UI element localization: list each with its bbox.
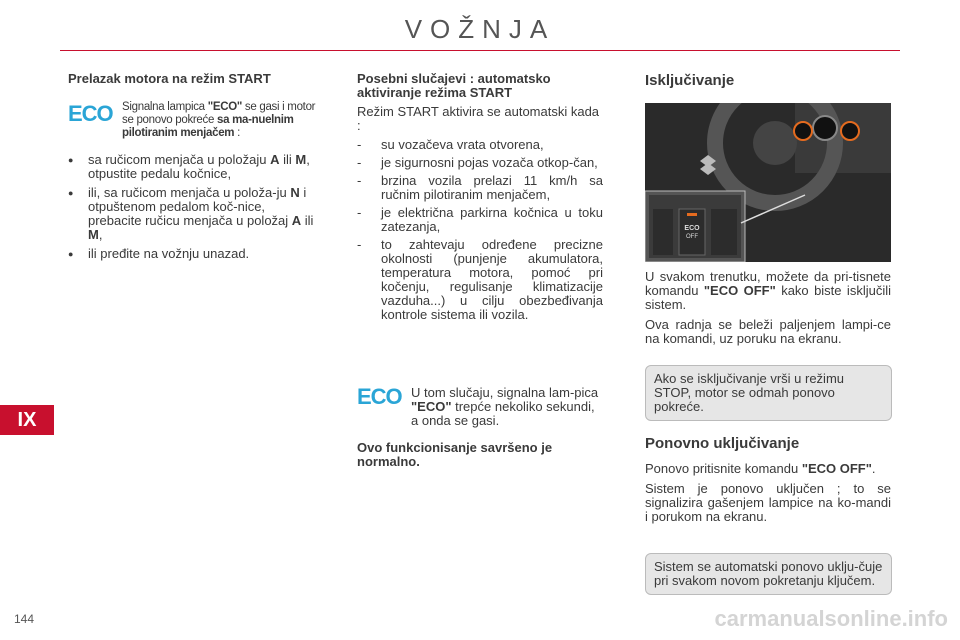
text-run-bold: "ECO"	[207, 101, 243, 113]
section-heading-on: Ponovno uključivanje	[645, 435, 800, 452]
watermark: carmanualsonline.info	[714, 606, 948, 631]
off-instructions	[645, 270, 891, 346]
text-run: i otpuštenom pedalom koč-nice, prebacite ručicu menjača u položaj	[88, 185, 307, 228]
eco-icon: ECO	[357, 384, 402, 409]
text-run-bold: sa ma-nuelnim pilotiranim menjačem	[122, 114, 294, 139]
bullet-list	[68, 153, 318, 261]
list-item: - su vozačeva vrata otvorena,	[357, 138, 603, 152]
auto-restart-note: Sistem se automatski ponovo uklju-čuje pri svakom novom pokretanju ključem.	[645, 553, 892, 595]
eco-icon: ECO	[68, 101, 113, 126]
text-run-bold: "ECO OFF"	[703, 283, 776, 298]
text-run: ili	[279, 152, 296, 167]
text-run: U svakom trenutku, možete da pri-tisnete komandu	[645, 269, 891, 298]
eco-blink-text	[411, 386, 603, 428]
normal-operation-note: Ovo funkcionisanje savršeno je normalno.	[357, 440, 553, 469]
paragraph	[645, 462, 891, 476]
list-item: ● ili pređite na vožnju unazad.	[68, 247, 318, 261]
section-heading-off: Isključivanje	[645, 72, 735, 89]
list-item: - brzina vozila prelazi 11 km/h sa ručnim pilotiranim menjačem,	[357, 174, 603, 202]
column-special-cases	[357, 72, 603, 326]
text-run: sa ručicom menjača u položaju	[88, 152, 271, 167]
text-run: ili, sa ručicom menjača u položa-ju	[88, 185, 291, 200]
text-run: .	[871, 461, 876, 476]
text-run: ili	[301, 213, 314, 228]
text-run-bold: "ECO"	[411, 399, 452, 414]
text-run-bold: A	[270, 152, 280, 167]
list-item	[68, 186, 318, 242]
dashboard-photo	[645, 103, 891, 262]
text-run: kako biste isključili sistem.	[645, 283, 891, 312]
paragraph: Sistem je ponovo uključen ; to se signalizira gašenjem lampice na ko-mandi i porukom na ekranu.	[645, 481, 891, 524]
on-instructions	[645, 462, 891, 524]
header-divider	[60, 50, 900, 51]
paragraph	[645, 270, 891, 312]
text-run: trepće nekoliko sekundi, a onda se gasi.	[411, 399, 595, 428]
text-run: Signalna lampica	[122, 101, 208, 113]
page-number: 144	[14, 612, 35, 626]
column-start-manual	[68, 72, 318, 266]
dash-list	[357, 138, 603, 322]
eco-blink-note	[357, 386, 603, 430]
text-run-bold: A	[291, 213, 302, 228]
section-heading: Prelazak motora na režim START	[68, 71, 271, 86]
eco-note-text	[122, 101, 318, 140]
text-run-bold: M	[295, 152, 307, 167]
text-run: ,	[98, 227, 103, 242]
list-item	[68, 153, 318, 181]
text-run: U tom slučaju, signalna lam-pica	[411, 385, 599, 400]
page-title: VOŽNJA	[404, 14, 556, 44]
list-item: - to zahtevaju određene precizne okolnosti (punjenje akumulatora, temperatura motora, pomoć pri kočenju, regulisanje klimatizacije vazduha...) u cilju obezbeđivanja kontrole sistema ili vozila.	[357, 238, 603, 322]
eco-note	[68, 101, 318, 145]
text-run-bold: M	[88, 227, 99, 242]
text-run: Ponovo pritisnite komandu	[645, 461, 802, 476]
eco-off-button-label-bottom: OFF	[686, 234, 698, 240]
list-item: - je sigurnosni pojas vozača otkop-čan,	[357, 156, 603, 170]
text-run-bold: "ECO OFF"	[801, 461, 872, 476]
chapter-tab[interactable]: IX	[0, 405, 54, 435]
section-heading: Posebni slučajevi : automatsko aktiviranje režima START	[357, 71, 551, 100]
text-run-bold: N	[290, 185, 300, 200]
text-run: se gasi i motor se ponovo pokreće	[122, 101, 316, 126]
text-run: , otpustite pedalu kočnice,	[88, 152, 310, 181]
list-item: - je električna parkirna kočnica u toku zatezanja,	[357, 206, 603, 234]
eco-off-button-label-top: ECO	[684, 225, 700, 232]
dashboard-illustration	[645, 103, 891, 262]
paragraph: Ova radnja se beleži paljenjem lampi-ce na komandi, uz poruku na ekranu.	[645, 317, 891, 346]
intro-text: Režim START aktivira se automatski kada :	[357, 104, 600, 133]
stop-mode-note: Ako se isključivanje vrši u režimu STOP, motor se odmah ponovo pokreće.	[645, 365, 892, 421]
text-run: :	[234, 127, 241, 139]
